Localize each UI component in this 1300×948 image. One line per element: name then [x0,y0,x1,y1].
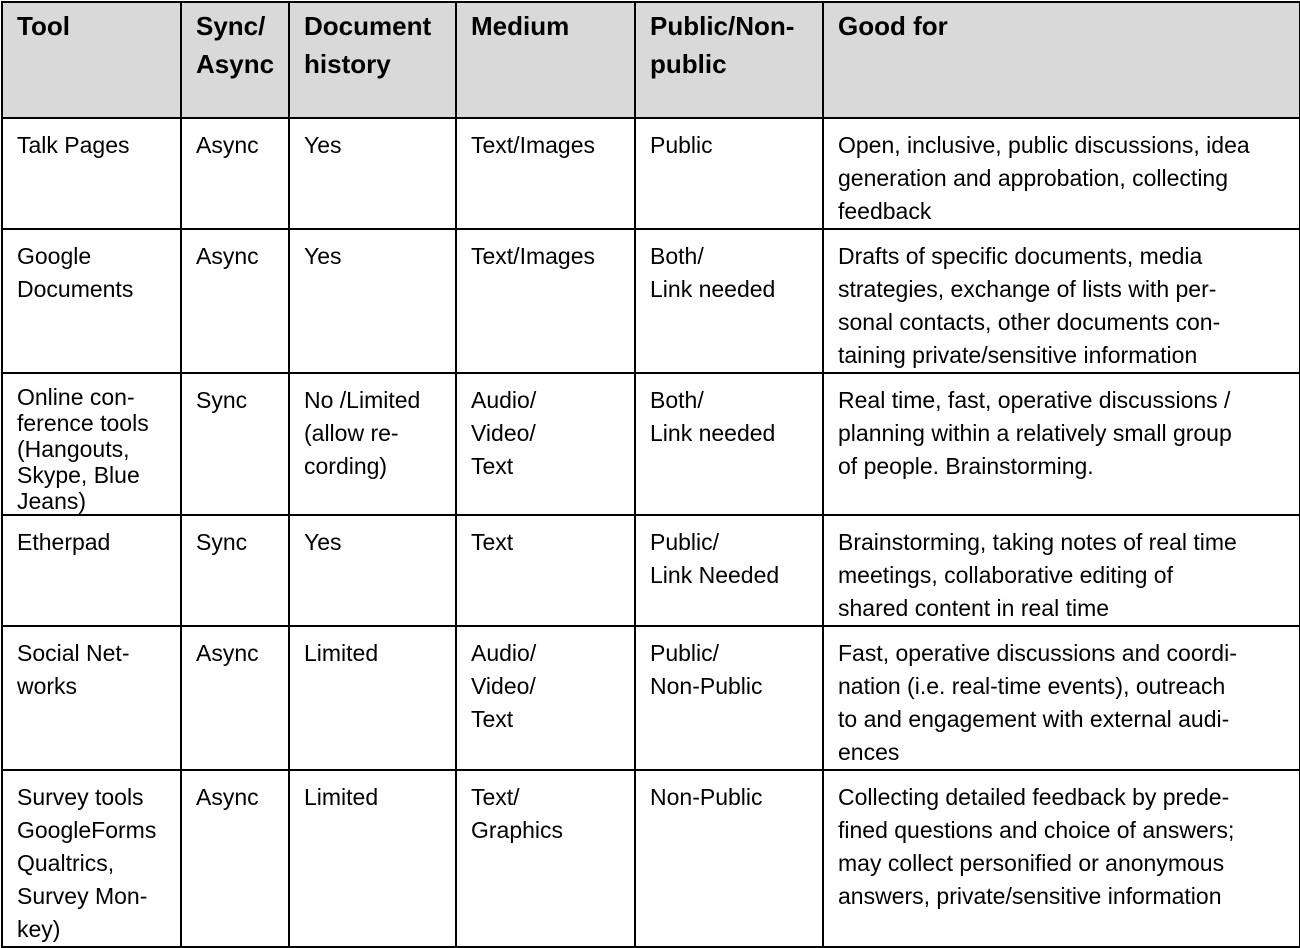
cell-history: Yes [289,118,456,229]
tools-comparison-table [1,1,1300,948]
table-row [2,515,1300,626]
cell-medium: Text [456,515,635,626]
header-medium: Medium [456,2,635,118]
header-tool: Tool [2,2,181,118]
cell-medium: Audio/ Video/ Text [456,373,635,515]
cell-sync: Async [181,770,289,947]
cell-good-for: Open, inclusive, public discussions, idea generation and approbation, collecting feedback [823,118,1300,229]
table-row [2,373,1300,515]
cell-tool: Talk Pages [2,118,181,229]
cell-tool: Google Documents [2,229,181,373]
cell-sync: Sync [181,373,289,515]
cell-good-for: Real time, fast, operative discussions / planning within a relatively small group of people. Brainstorming. [823,373,1300,515]
header-row [2,2,1300,118]
cell-sync: Async [181,118,289,229]
cell-sync: Async [181,626,289,770]
header-public-non-public: Public/Non- public [635,2,823,118]
cell-medium: Text/Images [456,118,635,229]
cell-good-for: Brainstorming, taking notes of real time meetings, collaborative editing of shared content in real time [823,515,1300,626]
cell-public: Both/ Link needed [635,373,823,515]
header-good-for: Good for [823,2,1300,118]
cell-tool: Online con- ference tools (Hangouts, Skype, Blue Jeans) [2,373,181,515]
table-row [2,118,1300,229]
table-row [2,626,1300,770]
cell-sync: Sync [181,515,289,626]
cell-good-for: Fast, operative discussions and coordi- nation (i.e. real-time events), outreach to and engagement with external audi- ences [823,626,1300,770]
cell-good-for: Collecting detailed feedback by prede- fined questions and choice of answers; may collect personified or anonymous answers, private/sensitive information [823,770,1300,947]
cell-history: Yes [289,229,456,373]
header-document-history: Document history [289,2,456,118]
cell-history: Yes [289,515,456,626]
cell-tool: Survey tools GoogleForms Qualtrics, Survey Mon- key) [2,770,181,947]
cell-public: Both/ Link needed [635,229,823,373]
cell-medium: Audio/ Video/ Text [456,626,635,770]
cell-sync: Async [181,229,289,373]
cell-public: Public/ Link Needed [635,515,823,626]
header-sync-async: Sync/ Async [181,2,289,118]
cell-tool: Social Net- works [2,626,181,770]
cell-tool: Etherpad [2,515,181,626]
cell-medium: Text/Images [456,229,635,373]
table-row [2,770,1300,947]
cell-history: Limited [289,770,456,947]
cell-public: Non-Public [635,770,823,947]
cell-history: No /Limited (allow re- cording) [289,373,456,515]
cell-medium: Text/ Graphics [456,770,635,947]
cell-history: Limited [289,626,456,770]
cell-public: Public [635,118,823,229]
cell-good-for: Drafts of specific documents, media strategies, exchange of lists with per- sonal contacts, other documents con- taining private/sensitive information [823,229,1300,373]
cell-public: Public/ Non-Public [635,626,823,770]
table-row [2,229,1300,373]
